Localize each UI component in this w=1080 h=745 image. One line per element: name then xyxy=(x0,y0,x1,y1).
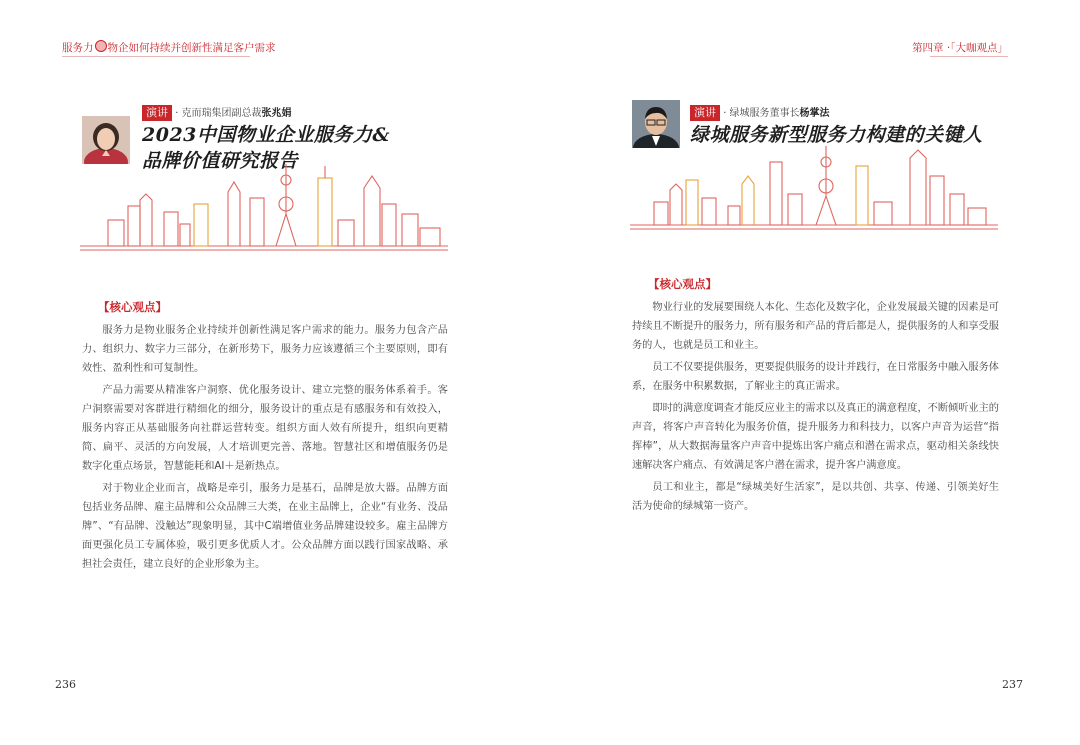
section-label-right: 【核心观点】 xyxy=(648,277,717,291)
header-rule xyxy=(930,56,1008,57)
talk-title-line2: 品牌价值研究报告 xyxy=(142,150,299,172)
speaker-byline-left xyxy=(142,104,292,121)
speaker-role: · 克而瑞集团副总裁 xyxy=(175,108,262,119)
header-rule xyxy=(62,56,250,57)
paragraph: 物业行业的发展要围绕人本化、生态化及数字化，企业发展最关键的因素是可持续且不断提升的服务力，所有服务和产品的背后都是人，提供服务的人和享受服务的人，也就是员工和业主。 xyxy=(632,302,999,351)
paragraph: 员工和业主，都是“绿城美好生活家”，是以共创、共享、传递、引领美好生活为使命的绿城第一资产。 xyxy=(632,482,999,512)
speaker-byline-right xyxy=(690,104,830,121)
speaker-name: 张兆娟 xyxy=(261,108,292,119)
talk-title-right: 绿城服务新型服务力构建的关键人 xyxy=(690,124,983,146)
body-text-right xyxy=(632,298,999,519)
right-page xyxy=(540,0,1080,745)
running-head-right: 第四章 ·「大咖观点」 xyxy=(912,42,1008,54)
speaker-portrait-male xyxy=(632,100,680,148)
paragraph: 对于物业企业而言，战略是牵引，服务力是基石，品牌是放大器。品牌方面包括业务品牌、雇主品牌和公众品牌三大类，在业主品牌上，企业“有业务、没品牌”、“有品牌、没触达”现象明显，其中C端增值业务品牌建设较多。雇主品牌方面更强化员工专属体验，吸引更多优质人才。公众品牌方面以践行国家战略、承担社会责任，建立良好的企业形象为主。 xyxy=(82,483,448,570)
paragraph: 即时的满意度调查才能反应业主的需求以及真正的满意程度，不断倾听业主的声音，将客户声音转化为服务价值，提升服务力和科技力，以客户声音为运营“指挥棒”，从大数据海量客户声音中提炼出客户痛点和潜在需求点，驱动相关条线快速解决客户痛点、有效满足客户潜在需求，提升客户满意度。 xyxy=(632,403,999,471)
speaker-portrait-female xyxy=(82,116,130,164)
section-label-left: 【核心观点】 xyxy=(98,300,167,314)
running-head-left xyxy=(62,40,276,55)
leaf-tag-icon xyxy=(95,40,107,52)
running-head-subtitle: 物企如何持续并创新性满足客户需求 xyxy=(107,42,276,54)
talk-title-line1: 2023中国物业企业服务力& xyxy=(142,124,391,146)
page-number-right: 237 xyxy=(1002,678,1023,691)
speech-tag: 演讲 xyxy=(142,105,172,121)
paragraph: 员工不仅要提供服务，更要提供服务的设计并践行，在日常服务中融入服务体系，在服务中积累数据，了解业主的真正需求。 xyxy=(632,362,999,392)
speaker-name: 杨掌法 xyxy=(799,108,830,119)
speaker-role: · 绿城服务董事长 xyxy=(723,108,800,119)
city-skyline-illustration xyxy=(630,144,998,232)
paragraph: 产品力需要从精准客户洞察、优化服务设计、建立完整的服务体系着手。客户洞察需要对客群进行精细化的细分，服务设计的重点是有感服务和有效投入，服务内容正从基础服务向社群运营转变。组织方面人效有所提升，组织向更精简、扁平、灵活的方向发展，人才培训更完善、落地。智慧社区和增值服务仍是数字化重点场景，智慧能耗和AI＋是新热点。 xyxy=(82,385,448,472)
page-number-left: 236 xyxy=(55,678,76,691)
city-skyline-illustration xyxy=(80,158,448,253)
body-text-left xyxy=(82,321,448,577)
paragraph: 服务力是物业服务企业持续并创新性满足客户需求的能力。服务力包含产品力、组织力、数字力三部分，在新形势下，服务力应该遵循三个主要原则，即有效性、盈利性和可复制性。 xyxy=(82,325,448,374)
speech-tag: 演讲 xyxy=(690,105,720,121)
running-head-book-title: 服务力 xyxy=(62,42,94,54)
